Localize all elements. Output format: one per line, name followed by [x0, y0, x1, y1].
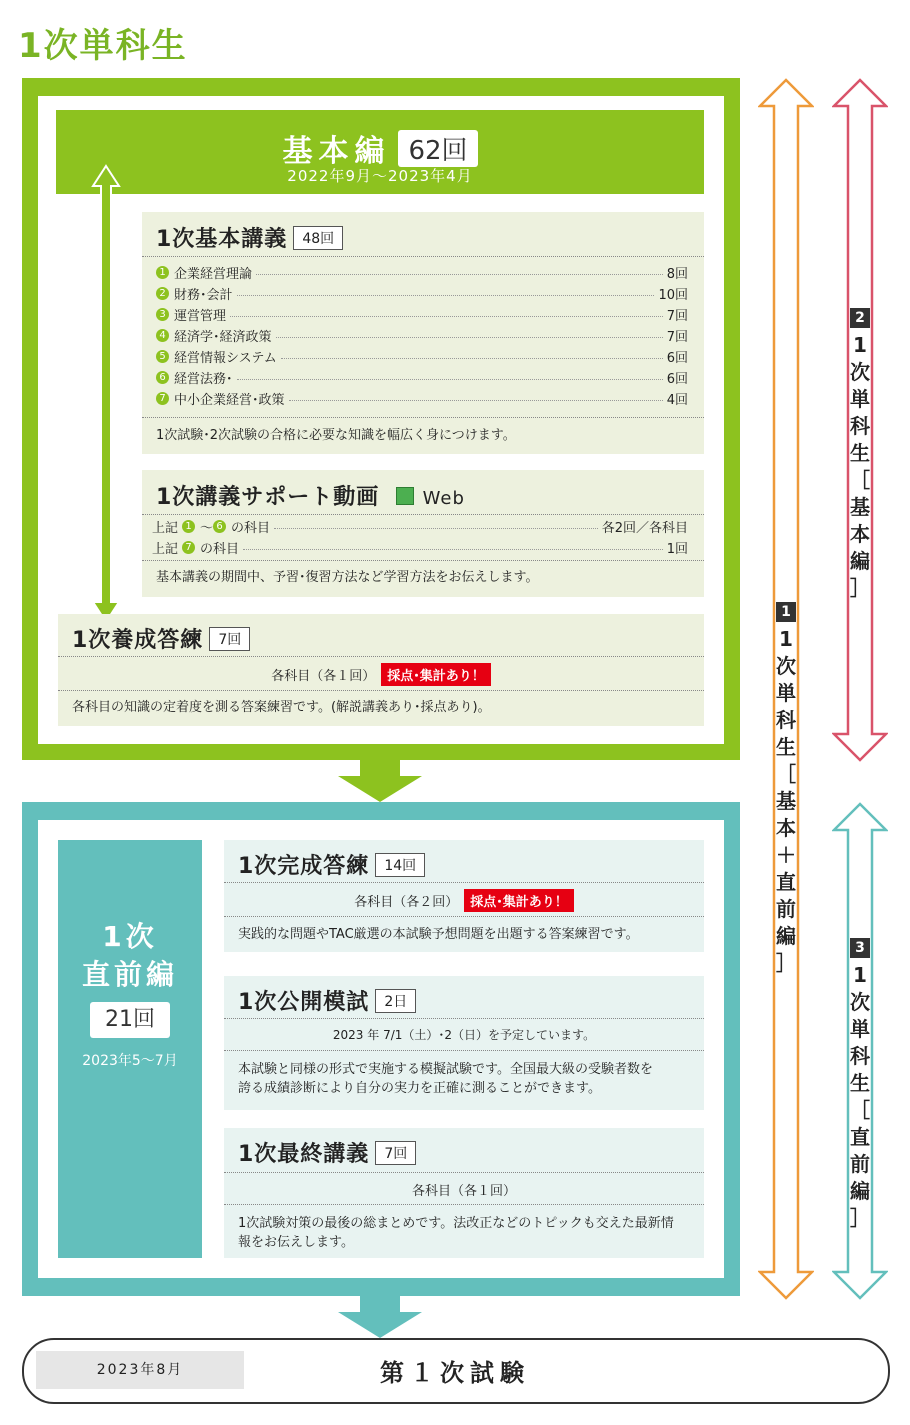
course-label-char: 編 — [850, 1179, 870, 1203]
final-title-line1: 1次 — [102, 920, 158, 953]
course-label-char: ［ — [850, 468, 870, 492]
final-lecture-info: 各科目（各１回） — [411, 1184, 516, 1199]
scoring-badge: 採点･集計あり！ — [381, 663, 491, 686]
course-label-char: ］ — [850, 576, 870, 600]
training-title-text: 1次養成答練 — [72, 628, 204, 653]
course-label-char: 1 — [853, 963, 867, 987]
course-label-char: 編 — [776, 924, 796, 948]
subject-number-badge: 3 — [156, 308, 169, 321]
range-tilde: ～ — [200, 521, 214, 536]
divider — [224, 882, 704, 883]
course-number-badge: 3 — [850, 938, 870, 958]
support-row-suffix: の科目 — [200, 542, 240, 557]
web-icon — [396, 487, 414, 505]
subject-name: 運営管理 — [174, 309, 227, 324]
course-label-char: 基 — [776, 789, 796, 813]
course-label-char: 1 — [779, 627, 793, 651]
final-period: 2023年5～7月 — [82, 1053, 178, 1069]
subject-row — [156, 367, 688, 388]
subject-row — [156, 388, 688, 409]
subject-name: 経営情報システム — [174, 351, 277, 366]
exam-title: 第１次試験 — [380, 1359, 530, 1387]
subject-name: 経営法務･ — [174, 372, 233, 387]
leader-dots — [237, 295, 655, 296]
subject-number-badge: 7 — [182, 541, 195, 554]
mock-exam-description-line1: 本試験と同様の形式で実施する模擬試験です。全国最大級の受験者数を — [238, 1062, 653, 1077]
leader-dots — [256, 274, 663, 275]
subject-count: 6回 — [666, 351, 688, 366]
basic-lecture-title — [156, 222, 343, 253]
leader-dots — [274, 528, 598, 529]
course-label-char: 本 — [776, 816, 796, 840]
course-3-label — [847, 932, 873, 1232]
final-side-label — [58, 840, 202, 1258]
support-row-prefix: 上記 — [152, 542, 179, 557]
course-label-char: 次 — [850, 990, 870, 1014]
course-label-char: ［ — [776, 762, 796, 786]
leader-dots — [281, 358, 663, 359]
final-lecture-count: 7回 — [375, 1141, 416, 1165]
support-row-value: 各2回／各科目 — [601, 521, 688, 536]
subject-count: 6回 — [666, 372, 688, 387]
complete-panel — [224, 840, 704, 952]
support-row-value: 1回 — [666, 542, 688, 557]
basic-count: 62回 — [398, 130, 477, 167]
mock-exam-info: 2023 年 7/1（土）･2（日）を予定しています。 — [332, 1028, 596, 1042]
basic-period-arrow — [91, 164, 121, 624]
training-info — [58, 663, 704, 686]
basic-title — [56, 126, 704, 170]
subject-count: 7回 — [666, 309, 688, 324]
course-label-char: 1 — [853, 333, 867, 357]
course-label-char: 基 — [850, 495, 870, 519]
subject-count: 8回 — [666, 267, 688, 282]
subject-number-badge: 6 — [156, 371, 169, 384]
final-lecture-description — [238, 1214, 690, 1252]
subject-number-badge: 5 — [156, 350, 169, 363]
divider — [58, 656, 704, 657]
course-label-char: 直 — [776, 870, 796, 894]
complete-count: 14回 — [375, 853, 425, 877]
course-label-char: 科 — [776, 708, 796, 732]
course-label-char: ］ — [850, 1206, 870, 1230]
course-number-badge: 1 — [776, 602, 796, 622]
subject-row — [156, 262, 688, 283]
final-title — [58, 918, 202, 994]
divider — [142, 417, 704, 418]
divider — [224, 1018, 704, 1019]
mock-exam-title-text: 1次公開模試 — [238, 990, 370, 1015]
basic-period: 2022年9月～2023年4月 — [287, 167, 473, 185]
support-video-description: 基本講義の期間中、予習･復習方法など学習方法をお伝えします。 — [156, 570, 539, 585]
course-label-text — [847, 332, 873, 602]
training-count: 7回 — [209, 627, 250, 651]
training-description: 各科目の知識の定着度を測る答案練習です。(解説講義あり･採点あり)。 — [72, 700, 491, 715]
course-label-char: ］ — [776, 951, 796, 975]
course-1-label — [773, 596, 799, 977]
web-label: Web — [422, 488, 465, 509]
course-label-char: 本 — [850, 522, 870, 546]
mock-exam-title — [238, 985, 416, 1016]
final-lecture-panel — [224, 1128, 704, 1258]
course-label-char: 単 — [850, 1017, 870, 1041]
subject-number-badge: 1 — [182, 520, 195, 533]
subject-name: 財務･会計 — [174, 288, 233, 303]
page-title: 1次単科生 — [18, 26, 188, 66]
subject-row — [156, 283, 688, 304]
flow-arrow-down-icon — [338, 1296, 422, 1338]
course-label-char: 直 — [850, 1125, 870, 1149]
mock-exam-panel — [224, 976, 704, 1110]
leader-dots — [237, 379, 663, 380]
final-lecture-title — [238, 1137, 416, 1168]
subject-number-badge: 7 — [156, 392, 169, 405]
basic-header — [56, 110, 704, 194]
course-label-char: 単 — [850, 387, 870, 411]
divider — [224, 1204, 704, 1205]
leader-dots — [230, 316, 663, 317]
subject-number-badge: 2 — [156, 287, 169, 300]
course-2-label — [847, 302, 873, 602]
course-label-char: 編 — [850, 549, 870, 573]
support-video-title — [156, 480, 465, 511]
leader-dots — [243, 549, 663, 550]
subject-count: 4回 — [666, 393, 688, 408]
training-title — [72, 623, 250, 654]
mock-exam-description — [238, 1060, 690, 1098]
course-label-char: 科 — [850, 1044, 870, 1068]
basic-lecture-description: 1次試験･2次試験の合格に必要な知識を幅広く身につけます。 — [156, 428, 516, 443]
course-label-char: 生 — [850, 441, 870, 465]
subject-number-badge: 1 — [156, 266, 169, 279]
course-label-char: 前 — [850, 1152, 870, 1176]
course-label-char: 単 — [776, 681, 796, 705]
final-count: 21回 — [90, 1002, 170, 1038]
support-video-title-text: 1次講義サポート動画 — [156, 485, 380, 510]
subject-row — [156, 325, 688, 346]
final-lecture-title-text: 1次最終講義 — [238, 1142, 370, 1167]
flow-arrow-down-icon — [338, 760, 422, 802]
support-video-panel — [142, 470, 704, 597]
course-label-char: 次 — [850, 360, 870, 384]
support-row-1 — [152, 516, 688, 537]
course-label-text — [847, 962, 873, 1232]
subject-name: 中小企業経営･政策 — [174, 393, 285, 408]
course-label-char: 前 — [776, 897, 796, 921]
basic-lecture-title-text: 1次基本講義 — [156, 227, 288, 252]
subject-name: 経済学･経済政策 — [174, 330, 272, 345]
scoring-badge: 採点･集計あり！ — [464, 889, 574, 912]
leader-dots — [289, 400, 663, 401]
course-label-char: 科 — [850, 414, 870, 438]
support-row-2 — [152, 537, 688, 558]
subject-row — [156, 346, 688, 367]
course-label-char: 生 — [776, 735, 796, 759]
mock-exam-count: 2日 — [375, 989, 416, 1013]
subject-row — [156, 304, 688, 325]
divider — [224, 1172, 704, 1173]
subject-count: 7回 — [666, 330, 688, 345]
divider — [142, 560, 704, 561]
complete-title — [238, 849, 425, 880]
exam-date: 2023年8月 — [36, 1351, 244, 1389]
divider — [224, 916, 704, 917]
course-label-text — [773, 626, 799, 977]
final-lecture-description-line1: 1次試験対策の最後の総まとめです。法改正などのトピックも交えた最新情 — [238, 1216, 674, 1231]
support-row-suffix: の科目 — [231, 521, 271, 536]
course-number-badge: 2 — [850, 308, 870, 328]
basic-lecture-panel — [142, 212, 704, 454]
mock-exam-description-line2: 誇る成績診断により自分の実力を正確に測ることができます。 — [238, 1081, 601, 1096]
course-label-char: ［ — [850, 1098, 870, 1122]
training-info-text: 各科目（各１回） — [271, 669, 376, 684]
complete-info — [224, 889, 704, 912]
final-title-line2: 直前編 — [81, 958, 178, 991]
course-label-char: 次 — [776, 654, 796, 678]
support-row-prefix: 上記 — [152, 521, 179, 536]
subject-number-badge: 4 — [156, 329, 169, 342]
divider — [58, 690, 704, 691]
course-label-char: 生 — [850, 1071, 870, 1095]
subject-name: 企業経営理論 — [174, 267, 253, 282]
basic-lecture-count: 48回 — [293, 226, 343, 250]
subject-number-badge: 6 — [213, 520, 226, 533]
basic-title-text: 基本編 — [282, 134, 391, 169]
divider — [224, 1050, 704, 1051]
complete-title-text: 1次完成答練 — [238, 854, 370, 879]
divider — [142, 514, 704, 515]
divider — [142, 256, 704, 257]
complete-description: 実践的な問題やTAC厳選の本試験予想問題を出題する答案練習です。 — [238, 927, 639, 942]
final-lecture-description-line2: 報をお伝えします。 — [238, 1235, 354, 1250]
complete-info-text: 各科目（各２回） — [354, 895, 459, 910]
leader-dots — [276, 337, 663, 338]
course-label-char: ＋ — [776, 843, 796, 867]
training-panel — [58, 614, 704, 726]
subject-count: 10回 — [658, 288, 688, 303]
